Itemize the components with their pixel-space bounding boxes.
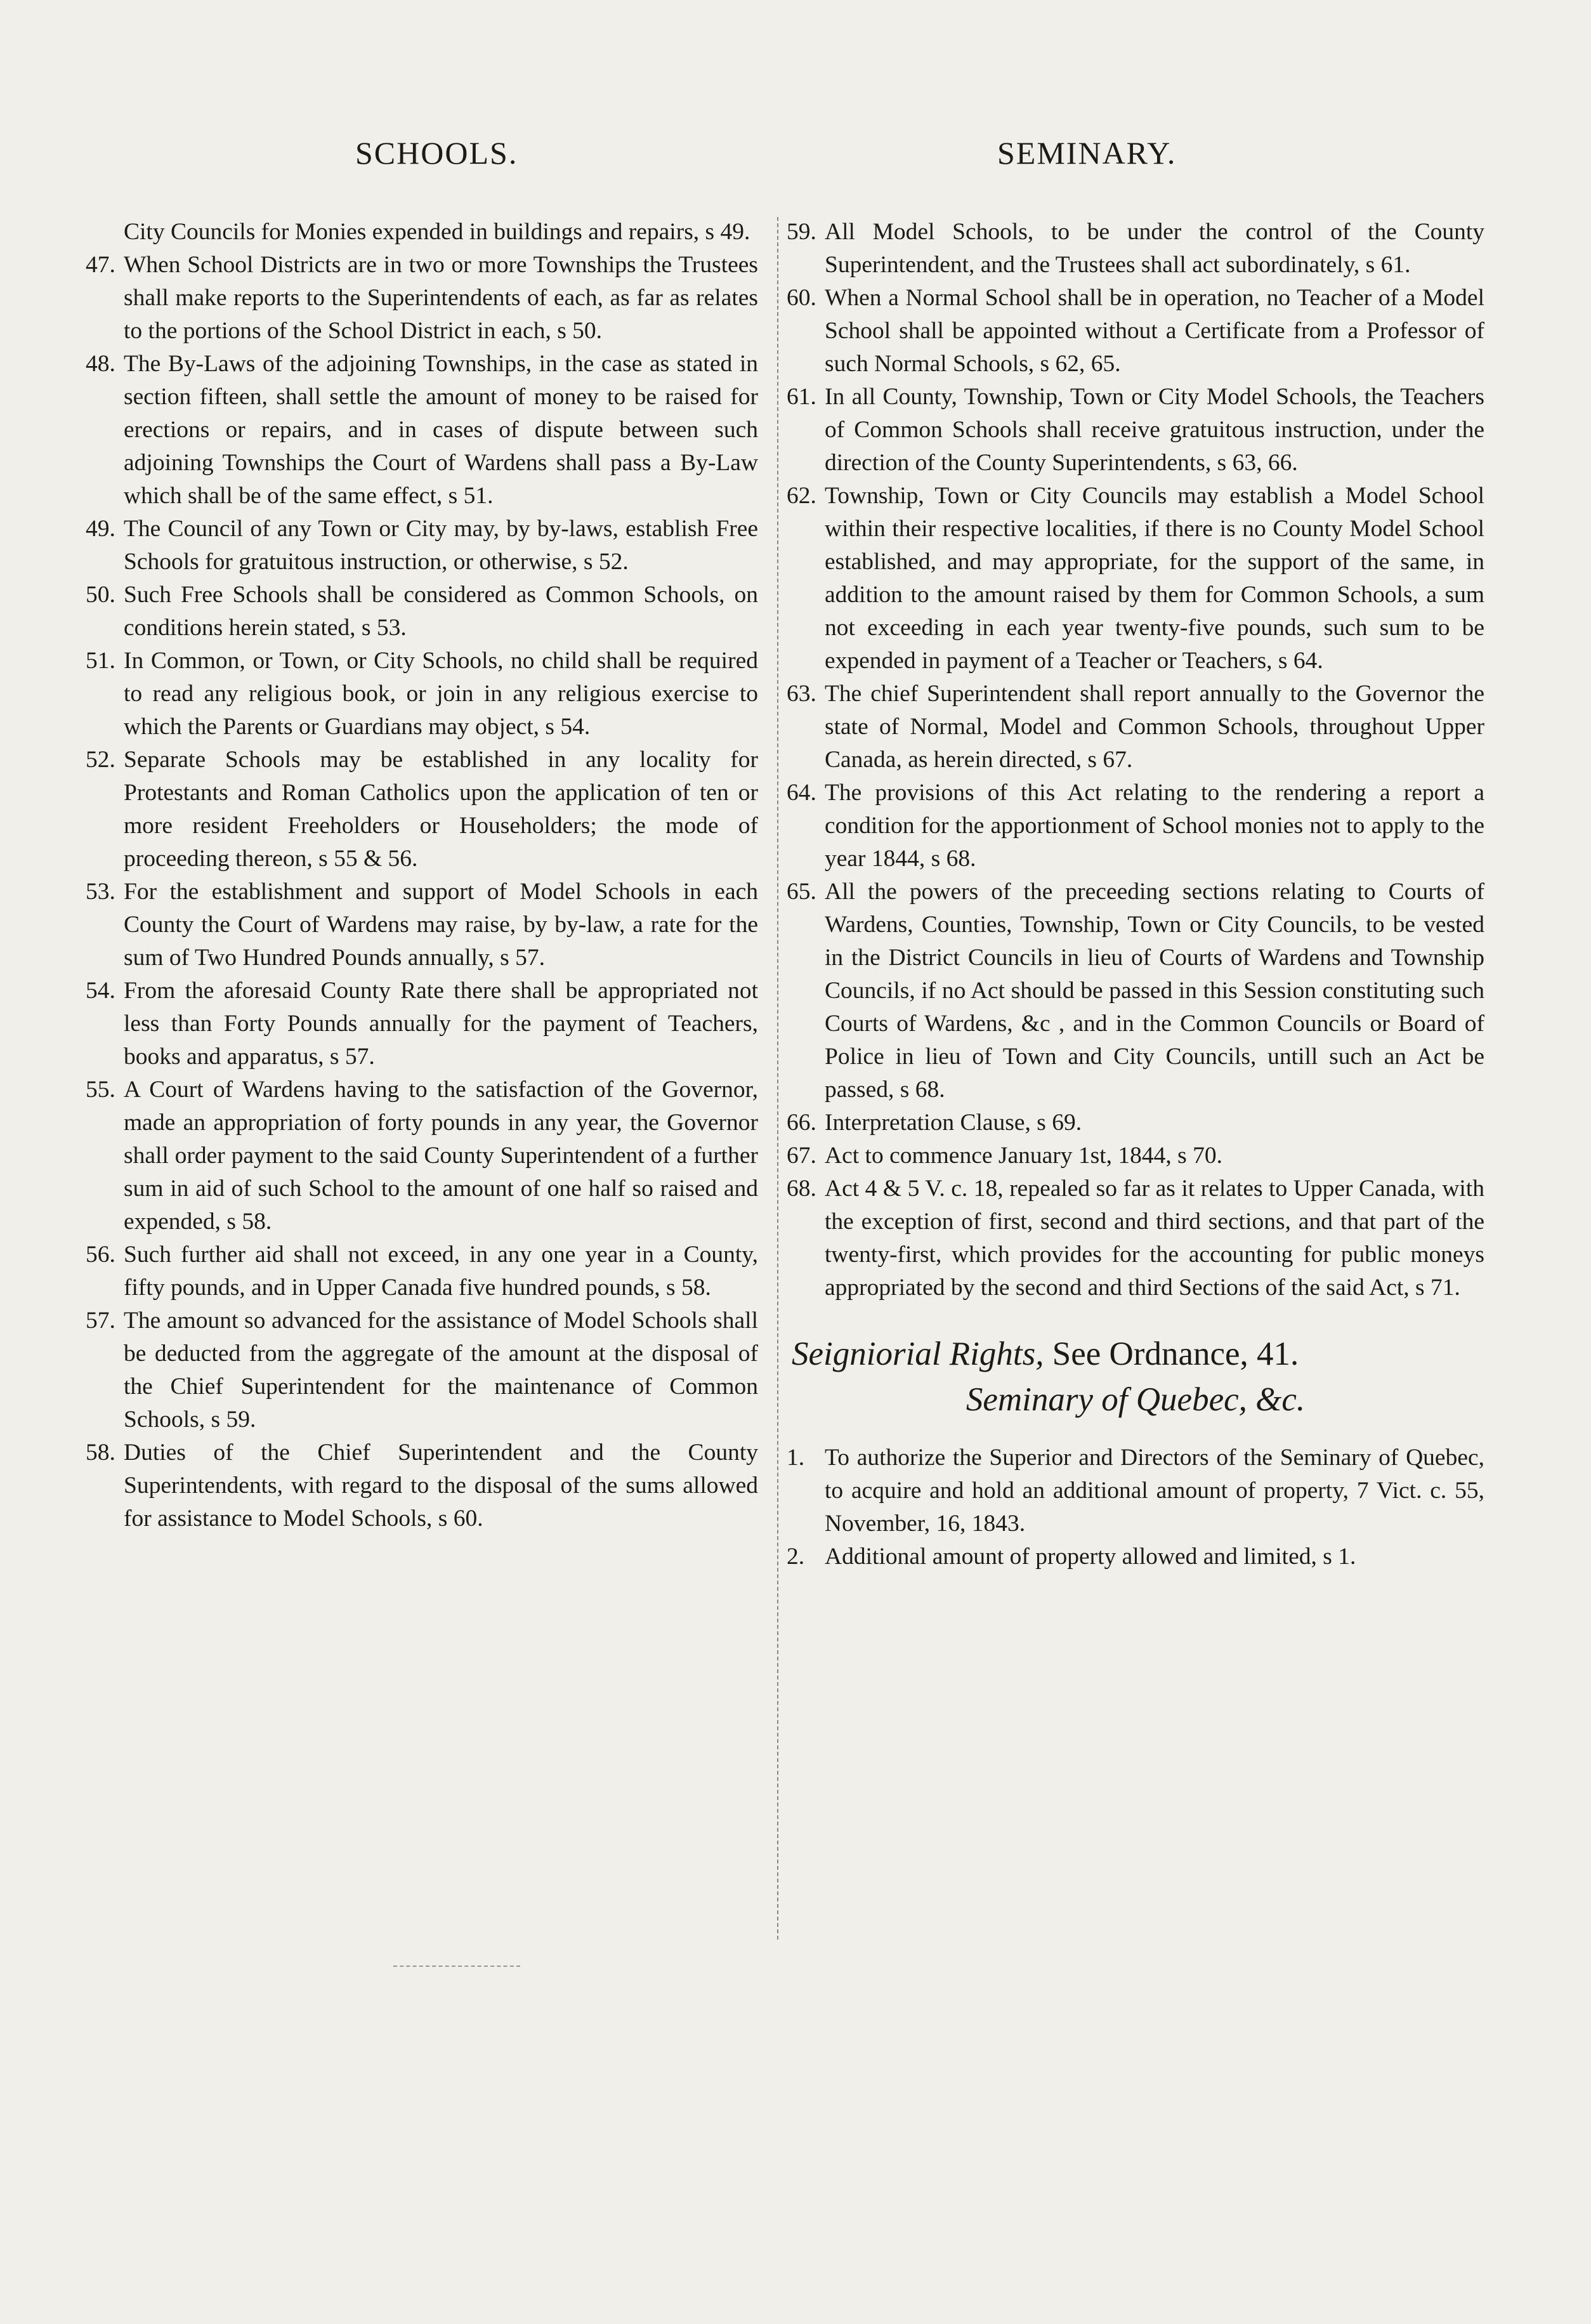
item-number: 57. xyxy=(86,1308,115,1334)
continuation-text: City Councils for Monies expended in buildings and repairs, s 49. xyxy=(124,219,750,245)
list-item xyxy=(86,249,758,348)
item-text: The chief Superintendent shall report annually to the Governor the state of Normal, Model and Common Schools, throughout Upper Canada, as herein directed, s 67. xyxy=(825,681,1484,773)
item-text: Act 4 & 5 V. c. 18, repealed so far as it relates to Upper Canada, with the exception of first, second and third sections, and that part of the twenty-first, which provides for the accounting for public moneys appropriated by the second and third Sections of the said Act, s 71. xyxy=(825,1176,1484,1301)
column-divider xyxy=(777,217,778,1940)
item-number: 53. xyxy=(86,879,115,905)
item-text: From the aforesaid County Rate there shall be appropriated not less than Forty Pounds annually for the payment of Teachers, books and apparatus, s 57. xyxy=(124,978,758,1070)
item-text: Such further aid shall not exceed, in any one year in a County, fifty pounds, and in Upper Canada five hundred pounds, s 58. xyxy=(124,1242,758,1301)
item-text: Interpretation Clause, s 69. xyxy=(825,1110,1082,1136)
item-text: The Council of any Town or City may, by by-laws, establish Free Schools for gratuitous instruction, or otherwise, s 52. xyxy=(124,516,758,575)
list-item xyxy=(787,1441,1484,1540)
list-item xyxy=(787,876,1484,1106)
item-text: Additional amount of property allowed and limited, s 1. xyxy=(825,1544,1356,1570)
item-text: In Common, or Town, or City Schools, no child shall be required to read any religious book, or join in any religious exercise to which the Parents or Guardians may object, s 54. xyxy=(124,648,758,740)
item-number: 49. xyxy=(86,516,115,542)
item-number: 59. xyxy=(787,219,816,245)
seigniorial-rights-ref: See Ordnance, 41. xyxy=(1044,1336,1299,1372)
item-number: 68. xyxy=(787,1176,816,1202)
item-text: Act to commence January 1st, 1844, s 70. xyxy=(825,1143,1222,1169)
item-text: Duties of the Chief Superintendent and the County Superintendents, with regard to the disposal of the sums allowed for assistance to Model Schools, s 60. xyxy=(124,1440,758,1532)
seigniorial-rights-label: Seigniorial Rights, xyxy=(792,1336,1044,1372)
item-number: 67. xyxy=(787,1143,816,1169)
item-number: 60. xyxy=(787,285,816,311)
list-item xyxy=(86,1073,758,1238)
item-number: 58. xyxy=(86,1440,115,1466)
item-number: 50. xyxy=(86,582,115,608)
item-number: 62. xyxy=(787,483,816,509)
list-item xyxy=(86,1436,758,1535)
item-number: 66. xyxy=(787,1110,816,1136)
list-item xyxy=(787,216,1484,282)
item-number: 52. xyxy=(86,747,115,773)
item-number: 47. xyxy=(86,252,115,278)
list-item xyxy=(86,513,758,579)
item-text: All Model Schools, to be under the control of the County Superintendent, and the Trustees shall act subordinately, s 61. xyxy=(825,219,1484,278)
item-text: A Court of Wardens having to the satisfaction of the Governor, made an appropriation of forty pounds in any year, the Governor shall order payment to the said County Superintendent of a further sum in aid of such School to the amount of one half so raised and expended, s 58. xyxy=(124,1077,758,1235)
left-column xyxy=(86,216,758,1535)
item-text: The By-Laws of the adjoining Townships, in the case as stated in section fifteen, shall settle the amount of money to be raised for erections or repairs, and in cases of dispute between such adjoining Townships the Court of Wardens shall pass a By-Law which shall be of the same effect, s 51. xyxy=(124,351,758,509)
list-item xyxy=(86,1238,758,1304)
item-text: The provisions of this Act relating to the rendering a report a condition for the apportionment of School monies not to apply to the year 1844, s 68. xyxy=(825,780,1484,872)
list-item xyxy=(787,777,1484,876)
list-item xyxy=(787,1540,1484,1573)
seminary-heading: Seminary of Quebec, &c. xyxy=(966,1381,1306,1418)
list-item xyxy=(787,282,1484,381)
item-number: 64. xyxy=(787,780,816,806)
page-header-right: SEMINARY. xyxy=(997,135,1177,171)
list-item xyxy=(787,480,1484,678)
item-number: 55. xyxy=(86,1077,115,1103)
item-text: When School Districts are in two or more Townships the Trustees shall make reports to the Superintendents of each, as far as relates to the portions of the School District in each, s 50. xyxy=(124,252,758,344)
item-text: For the establishment and support of Model Schools in each County the Court of Wardens may raise, by by-law, a rate for the sum of Two Hundred Pounds annually, s 57. xyxy=(124,879,758,971)
item-text: Such Free Schools shall be considered as Common Schools, on conditions herein stated, s 53. xyxy=(124,582,758,641)
list-item xyxy=(787,1106,1484,1139)
item-text: To authorize the Superior and Directors of the Seminary of Quebec, to acquire and hold an additional amount of property, 7 Vict. c. 55, November, 16, 1843. xyxy=(825,1445,1484,1537)
footer-rule xyxy=(393,1966,520,1967)
list-item xyxy=(86,744,758,876)
list-item xyxy=(86,645,758,744)
item-text: All the powers of the preceeding sections relating to Courts of Wardens, Counties, Township, Town or City Councils, to be vested in the District Councils in lieu of Courts of Wardens and Township Councils, if no Act should be passed in this Session constituting such Courts of Wardens, &c , and in the Common Councils or Board of Police in lieu of Town and City Councils, untill such an Act be passed, s 68. xyxy=(825,879,1484,1103)
list-item xyxy=(86,348,758,513)
page-header-left: SCHOOLS. xyxy=(355,135,518,171)
item-number: 51. xyxy=(86,648,115,674)
item-number: 1. xyxy=(787,1445,805,1471)
item-text: Township, Town or City Councils may establish a Model School within their respective localities, if there is no County Model School established, and may appropriate, for the support of the same, in addition to the amount raised by them for Common Schools, a sum not exceeding in each year twenty-five pounds, such sum to be expended in payment of a Teacher or Teachers, s 64. xyxy=(825,483,1484,674)
list-item xyxy=(86,1304,758,1436)
list-item xyxy=(86,579,758,645)
list-item xyxy=(86,975,758,1073)
list-item xyxy=(787,1139,1484,1172)
item-number: 65. xyxy=(787,879,816,905)
list-item xyxy=(787,678,1484,777)
item-number: 54. xyxy=(86,978,115,1004)
item-text: Separate Schools may be established in any locality for Protestants and Roman Catholics upon the application of ten or more resident Freeholders or Householders; the mode of proceeding thereon, s 55 & 56. xyxy=(124,747,758,872)
seigniorial-rights-heading xyxy=(787,1331,1484,1377)
list-item xyxy=(787,381,1484,480)
right-column xyxy=(787,216,1484,1573)
item-number: 63. xyxy=(787,681,816,707)
list-item xyxy=(787,1172,1484,1304)
item-number: 48. xyxy=(86,351,115,377)
item-number: 61. xyxy=(787,384,816,410)
item-number: 56. xyxy=(86,1242,115,1268)
list-item xyxy=(86,876,758,975)
item-text: The amount so advanced for the assistance of Model Schools shall be deducted from the aggregate of the amount at the disposal of the Chief Superintendent for the maintenance of Common Schools, s 59. xyxy=(124,1308,758,1433)
item-number: 2. xyxy=(787,1544,805,1570)
item-text: In all County, Township, Town or City Model Schools, the Teachers of Common Schools shall receive gratuitous instruction, under the direction of the County Superintendents, s 63, 66. xyxy=(825,384,1484,476)
item-text: When a Normal School shall be in operation, no Teacher of a Model School shall be appointed without a Certificate from a Professor of such Normal Schools, s 62, 65. xyxy=(825,285,1484,377)
